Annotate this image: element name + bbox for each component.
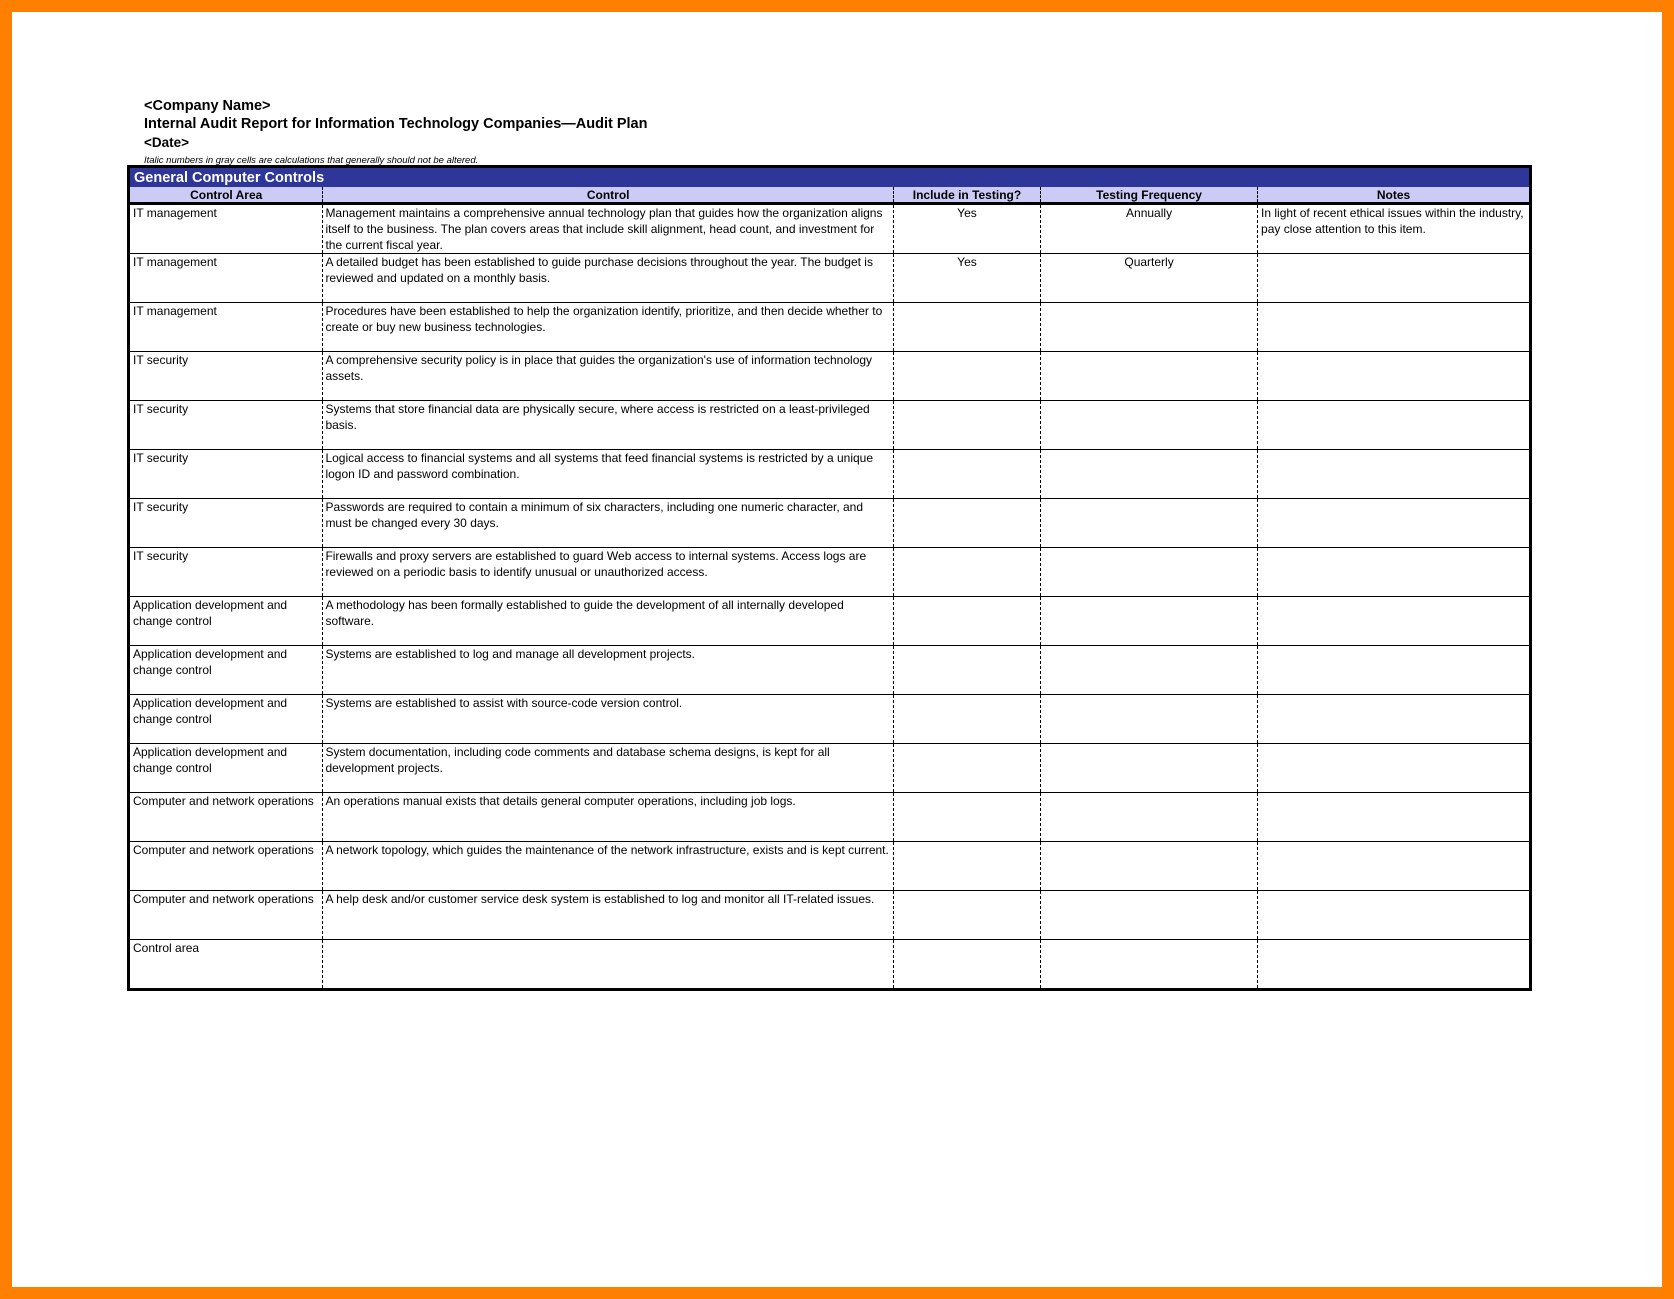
notes-cell xyxy=(1258,597,1531,646)
testing-frequency-cell xyxy=(1041,450,1258,499)
testing-frequency-cell xyxy=(1041,744,1258,793)
table-row xyxy=(129,891,1531,940)
control-area-cell: IT security xyxy=(129,499,323,548)
include-in-testing-cell xyxy=(893,793,1040,842)
include-in-testing-cell xyxy=(893,646,1040,695)
control-area-cell: Computer and network operations xyxy=(129,793,323,842)
testing-frequency-cell xyxy=(1041,597,1258,646)
control-area-cell: IT security xyxy=(129,450,323,499)
testing-frequency-cell xyxy=(1041,548,1258,597)
control-cell: Procedures have been established to help the organization identify, prioritize, and then decide whether to create or buy new business technologies. xyxy=(323,303,893,352)
include-in-testing-cell xyxy=(893,695,1040,744)
testing-frequency-cell xyxy=(1041,793,1258,842)
section-title: General Computer Controls xyxy=(129,167,1531,188)
section-header-row xyxy=(129,167,1531,188)
control-cell: A help desk and/or customer service desk system is established to log and monitor all IT-related issues. xyxy=(323,891,893,940)
include-in-testing-cell: Yes xyxy=(893,204,1040,254)
notes-cell xyxy=(1258,695,1531,744)
testing-frequency-cell xyxy=(1041,940,1258,990)
control-cell: A comprehensive security policy is in place that guides the organization's use of information technology assets. xyxy=(323,352,893,401)
testing-frequency-cell xyxy=(1041,303,1258,352)
control-area-cell: IT security xyxy=(129,548,323,597)
include-in-testing-cell xyxy=(893,548,1040,597)
control-cell: Systems are established to log and manage all development projects. xyxy=(323,646,893,695)
testing-frequency-cell xyxy=(1041,842,1258,891)
notes-cell xyxy=(1258,891,1531,940)
notes-cell xyxy=(1258,450,1531,499)
table-row xyxy=(129,303,1531,352)
table-row xyxy=(129,744,1531,793)
table-row xyxy=(129,597,1531,646)
table-row xyxy=(129,499,1531,548)
control-area-cell: IT management xyxy=(129,303,323,352)
notes-cell xyxy=(1258,303,1531,352)
table-row xyxy=(129,548,1531,597)
report-date: <Date> xyxy=(144,135,190,150)
control-cell: An operations manual exists that details general computer operations, including job logs. xyxy=(323,793,893,842)
control-area-cell: Computer and network operations xyxy=(129,842,323,891)
include-in-testing-cell xyxy=(893,891,1040,940)
audit-plan-table xyxy=(127,165,1532,991)
include-in-testing-cell xyxy=(893,303,1040,352)
include-in-testing-cell xyxy=(893,842,1040,891)
control-cell: Systems are established to assist with source-code version control. xyxy=(323,695,893,744)
table-row xyxy=(129,842,1531,891)
testing-frequency-cell xyxy=(1041,352,1258,401)
column-header-notes: Notes xyxy=(1258,187,1531,204)
notes-cell xyxy=(1258,646,1531,695)
column-header-testing-frequency: Testing Frequency xyxy=(1041,187,1258,204)
notes-cell xyxy=(1258,254,1531,303)
table-row xyxy=(129,254,1531,303)
table-row xyxy=(129,204,1531,254)
document-header xyxy=(144,97,647,169)
include-in-testing-cell: Yes xyxy=(893,254,1040,303)
notes-cell xyxy=(1258,793,1531,842)
column-header-control-area: Control Area xyxy=(129,187,323,204)
include-in-testing-cell xyxy=(893,744,1040,793)
include-in-testing-cell xyxy=(893,940,1040,990)
testing-frequency-cell: Annually xyxy=(1041,204,1258,254)
control-area-cell: Control area xyxy=(133,941,200,955)
control-area-cell: Application development and change control xyxy=(129,744,323,793)
testing-frequency-cell xyxy=(1041,499,1258,548)
control-cell: Passwords are required to contain a minimum of six characters, including one numeric character, and must be changed every 30 days. xyxy=(323,499,893,548)
notes-cell xyxy=(1258,401,1531,450)
control-area-cell: IT security xyxy=(129,401,323,450)
notes-cell xyxy=(1258,744,1531,793)
table-row xyxy=(129,352,1531,401)
control-cell xyxy=(323,940,893,990)
testing-frequency-cell xyxy=(1041,401,1258,450)
control-area-cell: IT security xyxy=(129,352,323,401)
control-cell: A network topology, which guides the maintenance of the network infrastructure, exists and is kept current. xyxy=(323,842,893,891)
testing-frequency-cell xyxy=(1041,891,1258,940)
notes-cell xyxy=(1258,842,1531,891)
company-name: <Company Name> xyxy=(144,98,271,114)
notes-cell xyxy=(1258,352,1531,401)
notes-cell xyxy=(1258,499,1531,548)
column-header-include-in-testing: Include in Testing? xyxy=(893,187,1040,204)
table-row xyxy=(129,695,1531,744)
instruction-note: Italic numbers in gray cells are calculations that generally should not be altered. xyxy=(144,155,479,166)
table-body xyxy=(129,204,1531,990)
control-cell: Management maintains a comprehensive annual technology plan that guides how the organization aligns itself to the business. The plan covers areas that include skill alignment, head count, and investment for the current fiscal year. xyxy=(323,204,893,254)
control-cell: Logical access to financial systems and all systems that feed financial systems is restricted by a unique logon ID and password combination. xyxy=(323,450,893,499)
include-in-testing-cell xyxy=(893,499,1040,548)
control-area-cell: Application development and change control xyxy=(129,646,323,695)
control-cell: Systems that store financial data are physically secure, where access is restricted on a least-privileged basis. xyxy=(323,401,893,450)
control-area-cell: Application development and change control xyxy=(129,695,323,744)
control-cell: Firewalls and proxy servers are established to guard Web access to internal systems. Access logs are reviewed on a periodic basis to identify unusual or unauthorized access. xyxy=(323,548,893,597)
report-title: Internal Audit Report for Information Technology Companies—Audit Plan xyxy=(144,116,648,132)
testing-frequency-cell xyxy=(1041,646,1258,695)
include-in-testing-cell xyxy=(893,597,1040,646)
table-row xyxy=(129,646,1531,695)
notes-cell xyxy=(1258,548,1531,597)
control-cell: System documentation, including code comments and database schema designs, is kept for all development projects. xyxy=(323,744,893,793)
notes-cell: In light of recent ethical issues within the industry, pay close attention to this item. xyxy=(1258,204,1531,254)
notes-cell xyxy=(1258,940,1531,990)
testing-frequency-cell xyxy=(1041,695,1258,744)
control-cell: A methodology has been formally established to guide the development of all internally developed software. xyxy=(323,597,893,646)
testing-frequency-cell: Quarterly xyxy=(1041,254,1258,303)
table-row xyxy=(129,940,1531,990)
control-area-cell: Application development and change control xyxy=(129,597,323,646)
include-in-testing-cell xyxy=(893,352,1040,401)
column-header-control: Control xyxy=(323,187,893,204)
table-row xyxy=(129,450,1531,499)
table-row xyxy=(129,793,1531,842)
include-in-testing-cell xyxy=(893,401,1040,450)
control-area-cell: IT management xyxy=(129,254,323,303)
table-row xyxy=(129,401,1531,450)
control-area-cell: IT management xyxy=(129,204,323,254)
control-area-cell: Computer and network operations xyxy=(129,891,323,940)
include-in-testing-cell xyxy=(893,450,1040,499)
control-cell: A detailed budget has been established to guide purchase decisions throughout the year. The budget is reviewed and updated on a monthly basis. xyxy=(323,254,893,303)
column-header-row xyxy=(129,187,1531,204)
